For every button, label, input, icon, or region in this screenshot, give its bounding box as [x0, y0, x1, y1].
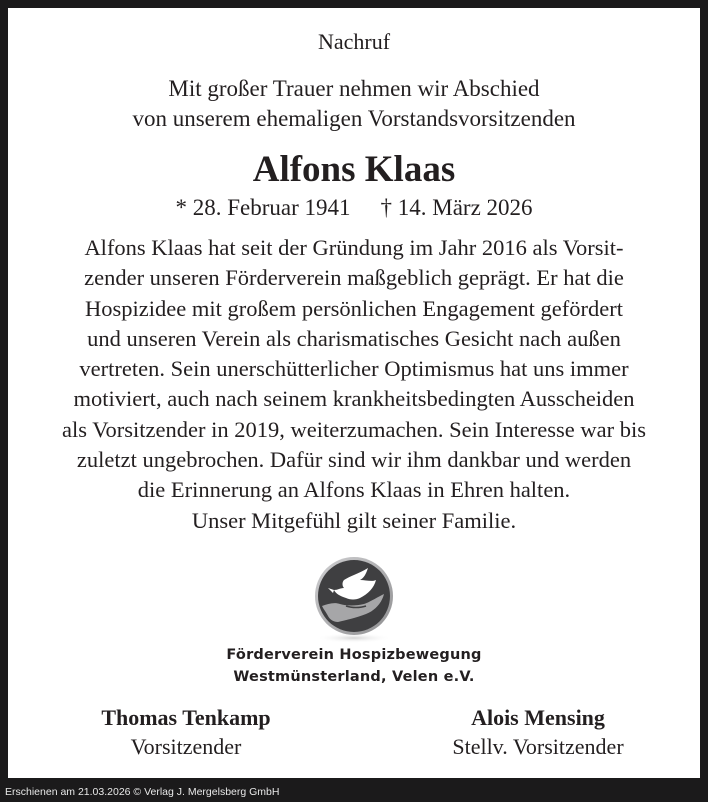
dove-on-hand-logo-icon — [306, 550, 402, 646]
signatory-role: Stellv. Vorsitzender — [452, 734, 624, 759]
organization-name — [8, 644, 700, 688]
signatory-name: Alois Mensing — [471, 705, 605, 730]
body-line: vertreten. Sein unerschütterlicher Optimismus hat uns immer — [79, 356, 629, 382]
organization-line: Förderverein Hospizbewegung — [226, 647, 482, 663]
body-line: als Vorsitzender in 2019, weiterzumachen. Sein Interesse war bis — [61, 416, 646, 442]
notice-heading: Nachruf — [317, 29, 391, 54]
intro-line: von unserem ehemaligen Vorstandsvorsitzenden — [132, 106, 576, 131]
intro-line: Mit großer Trauer nehmen wir Abschied — [168, 76, 540, 101]
deceased-name: Alfons Klaas — [252, 149, 456, 190]
signatory-name: Thomas Tenkamp — [101, 705, 271, 730]
body-line: die Erinnerung an Alfons Klaas in Ehren halten. — [137, 477, 571, 503]
death-date: † 14. März 2026 — [380, 195, 533, 220]
body-line: zender unseren Förderverein maßgeblich geprägt. Er hat die — [84, 265, 624, 291]
body-line: Unser Mitgefühl gilt seiner Familie. — [191, 507, 517, 533]
body-line: motiviert, auch nach seinem krankheitsbedingten Ausscheiden — [73, 386, 635, 412]
intro-text — [8, 74, 700, 134]
obituary-body — [26, 233, 682, 536]
body-line: Alfons Klaas hat seit der Gründung im Jahr 2016 als Vorsit- — [84, 235, 624, 260]
organization-line: Westmünsterland, Velen e.V. — [233, 669, 475, 685]
publication-footer: Erschienen am 21.03.2026 © Verlag J. Mergelsberg GmbH — [5, 786, 280, 798]
body-line: zuletzt ungebrochen. Dafür sind wir ihm dankbar und werden — [76, 447, 632, 473]
life-dates — [8, 194, 700, 222]
birth-date: * 28. Februar 1941 — [175, 195, 351, 220]
signatory-role: Vorsitzender — [130, 734, 242, 759]
body-line: und unseren Verein als charismatisches Gesicht nach außen — [87, 325, 621, 351]
obituary-notice — [8, 8, 700, 778]
body-line: Hospizidee mit großem persönlichen Engagement gefördert — [85, 295, 623, 321]
signatory-deputy-chairman — [388, 704, 688, 762]
signatory-chairman — [36, 704, 336, 762]
